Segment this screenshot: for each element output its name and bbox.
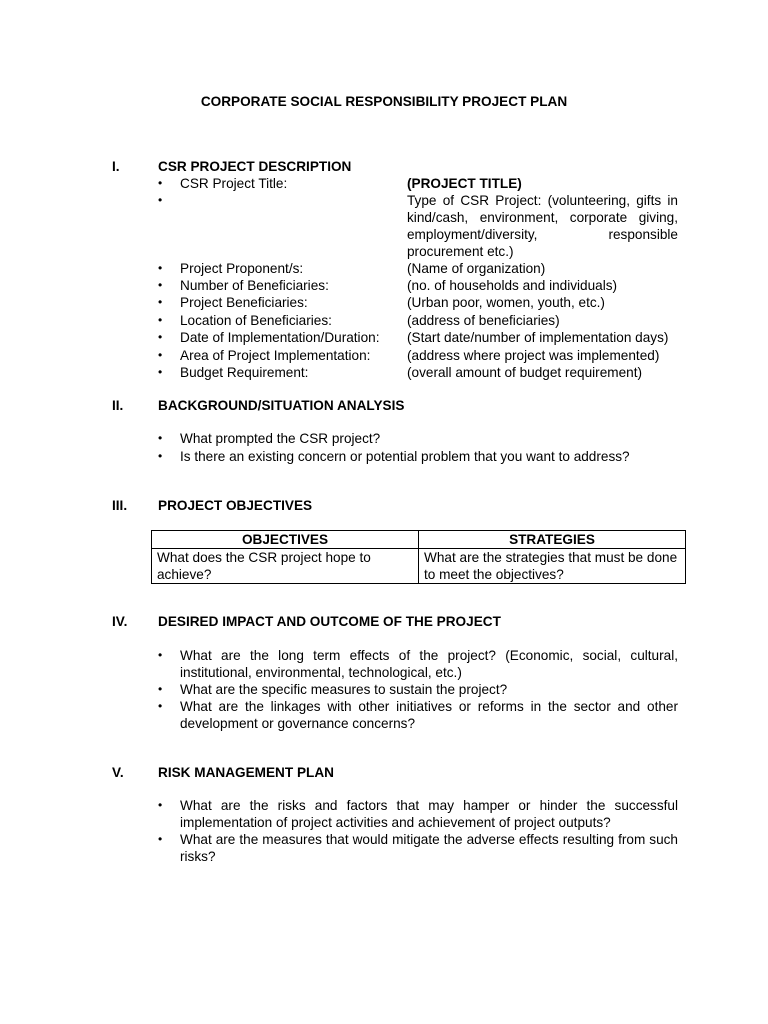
bullet-icon: • [158,699,163,713]
column-header-objectives: OBJECTIVES [152,531,419,549]
bullet-icon: • [158,365,163,379]
field-label: Project Beneficiaries: [180,295,308,310]
list-item: What are the risks and factors that may hamper or hinder the successful implementation of project activities and achievement of project outputs? [180,798,678,830]
field-value: (Urban poor, women, youth, etc.) [407,295,605,310]
field-value: Type of CSR Project: (volunteering, gifts in kind/cash, environment, corporate giving, employment/diversity, responsible procurement etc.) [407,193,678,259]
section-1-title: CSR PROJECT DESCRIPTION [158,159,352,174]
list-item: What are the measures that would mitigate the adverse effects resulting from such risks? [180,832,678,864]
bullet-icon: • [158,648,163,662]
bullet-icon: • [158,431,163,445]
section-2-title: BACKGROUND/SITUATION ANALYSIS [158,398,405,413]
bullet-icon: • [158,330,163,344]
document-title: CORPORATE SOCIAL RESPONSIBILITY PROJECT PLAN [200,94,568,109]
section-5-title: RISK MANAGEMENT PLAN [158,765,334,780]
bullet-icon: • [158,832,163,846]
list-item: Is there an existing concern or potential problem that you want to address? [180,449,630,464]
section-3-number: III. [112,498,128,513]
field-label: CSR Project Title: [180,176,288,191]
bullet-icon: • [158,193,163,207]
field-value: (Start date/number of implementation days) [407,330,669,345]
field-value: (PROJECT TITLE) [407,176,522,191]
field-label: Date of Implementation/Duration: [180,330,380,345]
list-item: What are the linkages with other initiatives or reforms in the sector and other development or governance concerns? [180,699,678,731]
bullet-icon: • [158,295,163,309]
bullet-icon: • [158,313,163,327]
field-value: (overall amount of budget requirement) [407,365,642,380]
field-value: (no. of households and individuals) [407,278,618,293]
list-item: What prompted the CSR project? [180,431,381,446]
bullet-icon: • [158,348,163,362]
list-item: What are the long term effects of the project? (Economic, social, cultural, institutional, environmental, technological, etc.) [180,648,678,680]
section-1-number: I. [112,159,120,174]
table-header-row [152,531,686,549]
section-5-number: V. [112,765,124,780]
bullet-icon: • [158,261,163,275]
table-row [152,549,686,584]
column-header-strategies: STRATEGIES [419,531,686,549]
field-label: Area of Project Implementation: [180,348,371,363]
field-label: Location of Beneficiaries: [180,313,332,328]
section-4-number: IV. [112,614,128,629]
bullet-icon: • [158,176,163,190]
table-cell: What does the CSR project hope to achieve? [152,549,419,584]
field-value: (address of beneficiaries) [407,313,560,328]
field-label: Project Proponent/s: [180,261,304,276]
field-label: Budget Requirement: [180,365,309,380]
table-cell: What are the strategies that must be done to meet the objectives? [419,549,686,584]
objectives-table [151,530,686,584]
field-value: (address where project was implemented) [407,348,660,363]
field-label: Number of Beneficiaries: [180,278,329,293]
bullet-icon: • [158,682,163,696]
bullet-icon: • [158,278,163,292]
section-3-title: PROJECT OBJECTIVES [158,498,313,513]
bullet-icon: • [158,798,163,812]
bullet-icon: • [158,449,163,463]
section-2-number: II. [112,398,124,413]
field-value: (Name of organization) [407,261,546,276]
list-item: What are the specific measures to sustain the project? [180,682,508,697]
section-4-title: DESIRED IMPACT AND OUTCOME OF THE PROJECT [158,614,501,629]
